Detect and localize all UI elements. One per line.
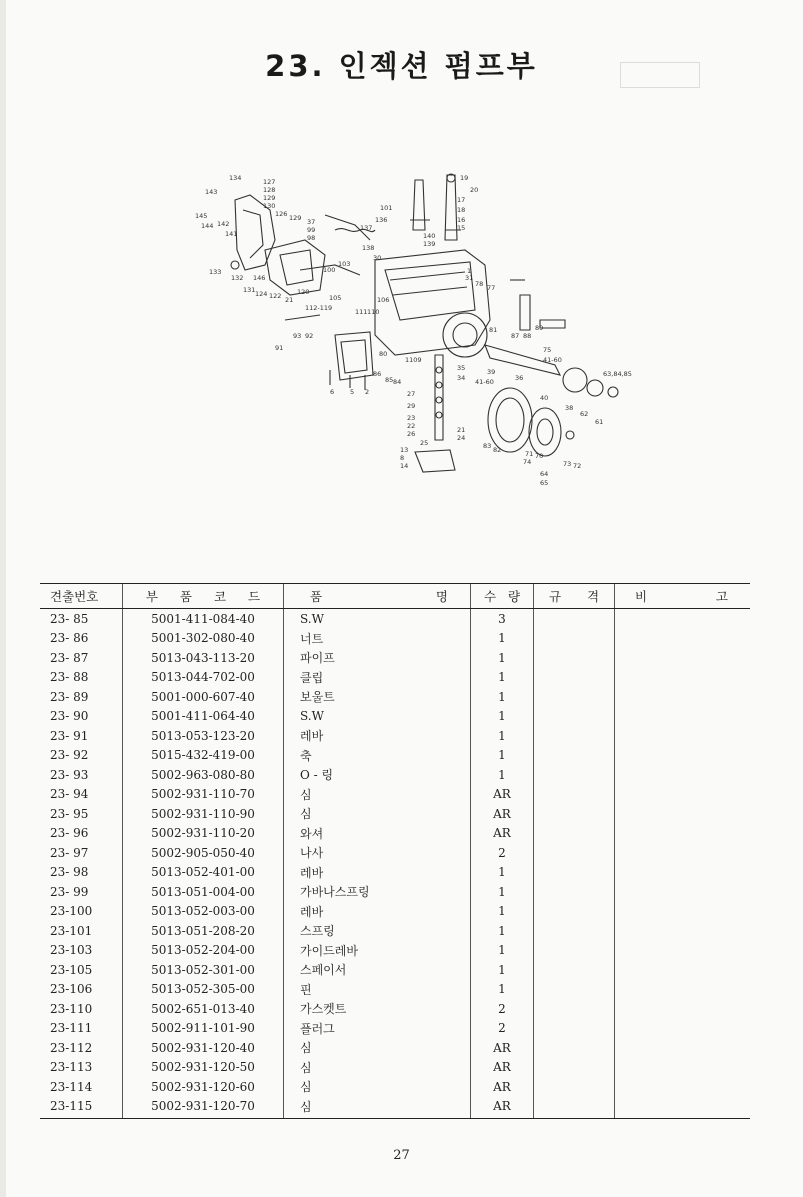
svg-text:70: 70 bbox=[535, 452, 544, 460]
remark-cell bbox=[615, 707, 751, 727]
svg-text:89: 89 bbox=[535, 324, 544, 332]
part-name-cell: 심 bbox=[284, 804, 471, 824]
part-code-cell: 5013-052-305-00 bbox=[123, 980, 284, 1000]
svg-text:127: 127 bbox=[263, 178, 276, 186]
svg-text:139: 139 bbox=[423, 240, 436, 248]
svg-text:19: 19 bbox=[460, 174, 469, 182]
svg-text:61: 61 bbox=[595, 418, 604, 426]
part-code-cell: 5002-931-110-90 bbox=[123, 804, 284, 824]
part-code-cell: 5001-411-064-40 bbox=[123, 707, 284, 727]
remark-cell bbox=[615, 1019, 751, 1039]
quantity-cell: 2 bbox=[471, 843, 534, 863]
svg-text:83: 83 bbox=[483, 442, 492, 450]
part-number-cell: 23-105 bbox=[50, 962, 93, 977]
page-edge bbox=[0, 0, 6, 1197]
table-row bbox=[40, 707, 750, 727]
parts-table bbox=[40, 583, 750, 1119]
part-number-cell: 23- 89 bbox=[50, 689, 89, 704]
svg-text:143: 143 bbox=[205, 188, 218, 196]
svg-text:22: 22 bbox=[407, 422, 416, 430]
remark-cell bbox=[615, 765, 751, 785]
spec-cell bbox=[534, 941, 615, 961]
quantity-cell: 1 bbox=[471, 921, 534, 941]
header-code-label: 부 품 코 드 bbox=[145, 589, 261, 604]
svg-text:100: 100 bbox=[323, 266, 336, 274]
part-number-cell: 23- 87 bbox=[50, 650, 89, 665]
part-code-cell: 5002-911-101-90 bbox=[123, 1019, 284, 1039]
table-row bbox=[40, 941, 750, 961]
faded-stamp bbox=[620, 62, 700, 88]
svg-text:145: 145 bbox=[195, 212, 208, 220]
svg-text:31: 31 bbox=[465, 274, 474, 282]
svg-text:146: 146 bbox=[253, 274, 266, 282]
svg-text:16: 16 bbox=[457, 216, 466, 224]
svg-text:25: 25 bbox=[420, 439, 429, 447]
table-row bbox=[40, 843, 750, 863]
table-row bbox=[40, 765, 750, 785]
svg-text:88: 88 bbox=[523, 332, 532, 340]
part-name-cell: 너트 bbox=[284, 629, 471, 649]
svg-text:86: 86 bbox=[373, 370, 382, 378]
svg-text:137: 137 bbox=[360, 224, 373, 232]
svg-text:23: 23 bbox=[407, 414, 416, 422]
part-code-cell: 5002-931-110-20 bbox=[123, 824, 284, 844]
svg-text:124: 124 bbox=[255, 290, 268, 298]
spec-cell bbox=[534, 882, 615, 902]
remark-cell bbox=[615, 1077, 751, 1097]
svg-text:129: 129 bbox=[263, 194, 276, 202]
part-number-cell: 23- 86 bbox=[50, 631, 89, 646]
quantity-cell: AR bbox=[471, 1077, 534, 1097]
svg-text:110: 110 bbox=[367, 308, 380, 316]
part-code-cell: 5001-302-080-40 bbox=[123, 629, 284, 649]
header-spec bbox=[534, 584, 615, 609]
svg-text:39: 39 bbox=[487, 368, 496, 376]
quantity-cell: AR bbox=[471, 1038, 534, 1058]
header-remark-left: 비 bbox=[635, 589, 648, 604]
svg-text:85: 85 bbox=[385, 376, 394, 384]
svg-text:129: 129 bbox=[289, 214, 302, 222]
svg-text:62: 62 bbox=[580, 410, 589, 418]
part-code-cell: 5013-053-123-20 bbox=[123, 726, 284, 746]
remark-cell bbox=[615, 746, 751, 766]
svg-text:37: 37 bbox=[307, 218, 316, 226]
svg-text:26: 26 bbox=[407, 430, 416, 438]
quantity-cell: 2 bbox=[471, 999, 534, 1019]
quantity-cell: AR bbox=[471, 1097, 534, 1119]
spec-cell bbox=[534, 1038, 615, 1058]
svg-text:1109: 1109 bbox=[405, 356, 422, 364]
part-code-cell: 5001-000-607-40 bbox=[123, 687, 284, 707]
header-name-right: 명 bbox=[435, 589, 448, 604]
spec-cell bbox=[534, 746, 615, 766]
part-code-cell: 5013-051-208-20 bbox=[123, 921, 284, 941]
quantity-cell: 1 bbox=[471, 629, 534, 649]
part-name-cell: 보울트 bbox=[284, 687, 471, 707]
header-remark bbox=[615, 584, 751, 609]
svg-text:6: 6 bbox=[330, 388, 335, 396]
svg-text:8: 8 bbox=[400, 454, 405, 462]
part-code-cell: 5001-411-084-40 bbox=[123, 609, 284, 629]
part-number-cell: 23- 99 bbox=[50, 884, 89, 899]
svg-text:72: 72 bbox=[573, 462, 582, 470]
spec-cell bbox=[534, 1058, 615, 1078]
svg-text:65: 65 bbox=[540, 479, 549, 487]
svg-text:99: 99 bbox=[307, 226, 316, 234]
table-row bbox=[40, 1019, 750, 1039]
part-number-cell: 23- 95 bbox=[50, 806, 89, 821]
svg-text:103: 103 bbox=[338, 260, 351, 268]
part-number-cell: 23-101 bbox=[50, 923, 93, 938]
svg-text:131: 131 bbox=[243, 286, 256, 294]
svg-text:78: 78 bbox=[475, 280, 484, 288]
svg-text:36: 36 bbox=[515, 374, 524, 382]
part-name-cell: 핀 bbox=[284, 980, 471, 1000]
spec-cell bbox=[534, 804, 615, 824]
svg-text:73: 73 bbox=[563, 460, 572, 468]
remark-cell bbox=[615, 629, 751, 649]
quantity-cell: 1 bbox=[471, 882, 534, 902]
part-name-cell: 심 bbox=[284, 785, 471, 805]
remark-cell bbox=[615, 960, 751, 980]
table-row bbox=[40, 921, 750, 941]
remark-cell bbox=[615, 941, 751, 961]
part-name-cell: 심 bbox=[284, 1077, 471, 1097]
part-number-cell: 23- 88 bbox=[50, 670, 89, 685]
remark-cell bbox=[615, 863, 751, 883]
table-row bbox=[40, 785, 750, 805]
svg-text:98: 98 bbox=[307, 234, 316, 242]
svg-text:74: 74 bbox=[523, 458, 532, 466]
svg-text:134: 134 bbox=[229, 174, 242, 182]
quantity-cell: 1 bbox=[471, 746, 534, 766]
table-row bbox=[40, 1038, 750, 1058]
spec-cell bbox=[534, 980, 615, 1000]
svg-text:101: 101 bbox=[380, 204, 393, 212]
remark-cell bbox=[615, 804, 751, 824]
part-code-cell: 5002-931-110-70 bbox=[123, 785, 284, 805]
svg-text:84: 84 bbox=[393, 378, 402, 386]
table-row bbox=[40, 902, 750, 922]
quantity-cell: AR bbox=[471, 785, 534, 805]
svg-text:140: 140 bbox=[423, 232, 436, 240]
table-row bbox=[40, 960, 750, 980]
part-number-cell: 23- 98 bbox=[50, 865, 89, 880]
part-number-cell: 23-103 bbox=[50, 943, 93, 958]
svg-text:2: 2 bbox=[365, 388, 370, 396]
spec-cell bbox=[534, 726, 615, 746]
remark-cell bbox=[615, 921, 751, 941]
page-number: 27 bbox=[393, 1148, 410, 1163]
table-row bbox=[40, 687, 750, 707]
svg-text:71: 71 bbox=[525, 450, 534, 458]
part-code-cell: 5002-963-080-80 bbox=[123, 765, 284, 785]
header-qty-label: 수 량 bbox=[483, 589, 521, 604]
part-code-cell: 5013-044-702-00 bbox=[123, 668, 284, 688]
quantity-cell: 1 bbox=[471, 863, 534, 883]
part-code-cell: 5002-931-120-40 bbox=[123, 1038, 284, 1058]
part-number-cell: 23- 90 bbox=[50, 709, 89, 724]
quantity-cell: 1 bbox=[471, 902, 534, 922]
svg-text:120: 120 bbox=[297, 288, 310, 296]
svg-text:91: 91 bbox=[275, 344, 284, 352]
part-name-cell: 축 bbox=[284, 746, 471, 766]
part-name-cell: 파이프 bbox=[284, 648, 471, 668]
part-name-cell: S.W bbox=[284, 707, 471, 727]
header-remark-right: 고 bbox=[715, 589, 728, 604]
part-code-cell: 5013-052-204-00 bbox=[123, 941, 284, 961]
quantity-cell: 1 bbox=[471, 765, 534, 785]
part-name-cell: S.W bbox=[284, 609, 471, 629]
part-name-cell: 가스켓트 bbox=[284, 999, 471, 1019]
svg-text:111: 111 bbox=[355, 308, 368, 316]
part-name-cell: 클립 bbox=[284, 668, 471, 688]
spec-cell bbox=[534, 999, 615, 1019]
svg-text:87: 87 bbox=[511, 332, 520, 340]
svg-text:34: 34 bbox=[457, 374, 466, 382]
part-name-cell: O - 링 bbox=[284, 765, 471, 785]
part-code-cell: 5015-432-419-00 bbox=[123, 746, 284, 766]
svg-text:122: 122 bbox=[269, 292, 282, 300]
part-code-cell: 5002-931-120-50 bbox=[123, 1058, 284, 1078]
part-number-cell: 23-114 bbox=[50, 1079, 93, 1094]
svg-text:106: 106 bbox=[377, 296, 390, 304]
spec-cell bbox=[534, 687, 615, 707]
svg-text:17: 17 bbox=[457, 196, 466, 204]
part-number-cell: 23- 91 bbox=[50, 728, 89, 743]
table-row bbox=[40, 648, 750, 668]
quantity-cell: 1 bbox=[471, 687, 534, 707]
part-number-cell: 23- 92 bbox=[50, 748, 89, 763]
spec-cell bbox=[534, 960, 615, 980]
svg-text:29: 29 bbox=[407, 402, 416, 410]
svg-text:136: 136 bbox=[375, 216, 388, 224]
spec-cell bbox=[534, 785, 615, 805]
svg-text:40: 40 bbox=[540, 394, 549, 402]
svg-text:92: 92 bbox=[305, 332, 314, 340]
part-number-cell: 23-115 bbox=[40, 1097, 123, 1119]
spec-cell bbox=[534, 668, 615, 688]
table-row bbox=[40, 804, 750, 824]
svg-text:1: 1 bbox=[467, 267, 472, 275]
part-name-cell: 심 bbox=[284, 1038, 471, 1058]
part-number-cell: 23- 93 bbox=[50, 767, 89, 782]
part-number-cell: 23-112 bbox=[50, 1040, 93, 1055]
header-no: 견출번호 bbox=[40, 584, 123, 609]
part-name-cell: 나사 bbox=[284, 843, 471, 863]
quantity-cell: 1 bbox=[471, 960, 534, 980]
table-row bbox=[40, 980, 750, 1000]
svg-text:128: 128 bbox=[263, 186, 276, 194]
table-row bbox=[40, 1077, 750, 1097]
svg-text:41-60: 41-60 bbox=[543, 356, 562, 364]
remark-cell bbox=[615, 1058, 751, 1078]
table-row bbox=[40, 1097, 750, 1119]
svg-text:30: 30 bbox=[373, 254, 382, 262]
svg-text:141: 141 bbox=[225, 230, 238, 238]
part-code-cell: 5013-052-301-00 bbox=[123, 960, 284, 980]
spec-cell bbox=[534, 863, 615, 883]
part-code-cell: 5013-052-003-00 bbox=[123, 902, 284, 922]
table-row bbox=[40, 726, 750, 746]
spec-cell bbox=[534, 648, 615, 668]
part-name-cell: 레바 bbox=[284, 863, 471, 883]
part-number-cell: 23- 94 bbox=[50, 787, 89, 802]
part-name-cell: 스프링 bbox=[284, 921, 471, 941]
svg-text:142: 142 bbox=[217, 220, 230, 228]
svg-text:93: 93 bbox=[293, 332, 302, 340]
part-name-cell: 가이드레바 bbox=[284, 941, 471, 961]
part-code-cell: 5013-052-401-00 bbox=[123, 863, 284, 883]
svg-text:38: 38 bbox=[565, 404, 574, 412]
spec-cell bbox=[534, 1077, 615, 1097]
part-name-cell: 가바나스프링 bbox=[284, 882, 471, 902]
remark-cell bbox=[615, 726, 751, 746]
part-code-cell: 5002-905-050-40 bbox=[123, 843, 284, 863]
part-number-cell: 23-106 bbox=[50, 982, 93, 997]
part-number-cell: 23- 96 bbox=[50, 826, 89, 841]
remark-cell bbox=[615, 1038, 751, 1058]
svg-text:133: 133 bbox=[209, 268, 222, 276]
quantity-cell: AR bbox=[471, 824, 534, 844]
remark-cell bbox=[615, 902, 751, 922]
quantity-cell: 1 bbox=[471, 941, 534, 961]
svg-text:20: 20 bbox=[470, 186, 479, 194]
quantity-cell: 1 bbox=[471, 668, 534, 688]
table-row bbox=[40, 824, 750, 844]
remark-cell bbox=[615, 999, 751, 1019]
part-name-cell: 플러그 bbox=[284, 1019, 471, 1039]
spec-cell bbox=[534, 1019, 615, 1039]
svg-text:24: 24 bbox=[457, 434, 466, 442]
svg-text:81: 81 bbox=[489, 326, 498, 334]
quantity-cell: 1 bbox=[471, 726, 534, 746]
quantity-cell: 2 bbox=[471, 1019, 534, 1039]
header-qty bbox=[471, 584, 534, 609]
table-row bbox=[40, 629, 750, 649]
part-name-cell: 레바 bbox=[284, 902, 471, 922]
svg-text:130: 130 bbox=[263, 202, 276, 210]
table-row bbox=[40, 746, 750, 766]
remark-cell bbox=[615, 843, 751, 863]
spec-cell bbox=[534, 609, 615, 629]
quantity-cell: 1 bbox=[471, 648, 534, 668]
remark-cell bbox=[615, 1097, 751, 1119]
spec-cell bbox=[534, 843, 615, 863]
svg-text:27: 27 bbox=[407, 390, 416, 398]
svg-text:41-60: 41-60 bbox=[475, 378, 494, 386]
part-name-cell: 스페이서 bbox=[284, 960, 471, 980]
table-row bbox=[40, 668, 750, 688]
quantity-cell: AR bbox=[471, 804, 534, 824]
remark-cell bbox=[615, 824, 751, 844]
header-spec-label: 규 격 bbox=[548, 589, 600, 604]
part-number-cell: 23-113 bbox=[50, 1060, 93, 1075]
part-code-cell: 5002-931-120-70 bbox=[123, 1097, 284, 1119]
svg-text:21: 21 bbox=[285, 296, 294, 304]
table-header-row bbox=[40, 584, 750, 609]
spec-cell bbox=[534, 902, 615, 922]
part-name-cell: 레바 bbox=[284, 726, 471, 746]
quantity-cell: 1 bbox=[471, 980, 534, 1000]
svg-text:80: 80 bbox=[379, 350, 388, 358]
spec-cell bbox=[534, 1097, 615, 1119]
svg-text:5: 5 bbox=[350, 388, 355, 396]
part-number-cell: 23- 85 bbox=[50, 611, 89, 626]
svg-text:112-119: 112-119 bbox=[305, 304, 333, 312]
remark-cell bbox=[615, 609, 751, 629]
part-number-cell: 23- 97 bbox=[50, 845, 89, 860]
quantity-cell: AR bbox=[471, 1058, 534, 1078]
part-number-cell: 23-111 bbox=[50, 1021, 93, 1036]
part-code-cell: 5002-931-120-60 bbox=[123, 1077, 284, 1097]
svg-text:144: 144 bbox=[201, 222, 214, 230]
part-number-cell: 23-110 bbox=[50, 1001, 93, 1016]
header-name bbox=[284, 584, 471, 609]
svg-text:77: 77 bbox=[487, 284, 496, 292]
header-code bbox=[123, 584, 284, 609]
svg-text:14: 14 bbox=[400, 462, 409, 470]
svg-text:63,84,85: 63,84,85 bbox=[603, 370, 632, 378]
svg-text:64: 64 bbox=[540, 470, 549, 478]
part-name-cell: 심 bbox=[284, 1097, 471, 1119]
table-row bbox=[40, 863, 750, 883]
svg-text:105: 105 bbox=[329, 294, 342, 302]
table-row bbox=[40, 999, 750, 1019]
remark-cell bbox=[615, 882, 751, 902]
part-name-cell: 심 bbox=[284, 1058, 471, 1078]
svg-text:132: 132 bbox=[231, 274, 244, 282]
quantity-cell: 3 bbox=[471, 609, 534, 629]
remark-cell bbox=[615, 785, 751, 805]
header-name-left: 품 bbox=[310, 589, 323, 604]
svg-text:126: 126 bbox=[275, 210, 288, 218]
svg-text:138: 138 bbox=[362, 244, 375, 252]
part-number-cell: 23-100 bbox=[50, 904, 93, 919]
svg-text:15: 15 bbox=[457, 224, 466, 232]
svg-text:82: 82 bbox=[493, 446, 502, 454]
spec-cell bbox=[534, 765, 615, 785]
remark-cell bbox=[615, 980, 751, 1000]
parts-table-body bbox=[40, 609, 750, 1119]
remark-cell bbox=[615, 648, 751, 668]
part-code-cell: 5002-651-013-40 bbox=[123, 999, 284, 1019]
svg-text:75: 75 bbox=[543, 346, 552, 354]
spec-cell bbox=[534, 707, 615, 727]
injection-pump-exploded-diagram bbox=[195, 170, 645, 490]
spec-cell bbox=[534, 921, 615, 941]
part-code-cell: 5013-043-113-20 bbox=[123, 648, 284, 668]
page-title: 23. 인젝션 펌프부 bbox=[265, 49, 538, 83]
table-row bbox=[40, 882, 750, 902]
svg-text:21: 21 bbox=[457, 426, 466, 434]
svg-text:35: 35 bbox=[457, 364, 466, 372]
svg-text:18: 18 bbox=[457, 206, 466, 214]
table-row bbox=[40, 609, 750, 629]
remark-cell bbox=[615, 668, 751, 688]
remark-cell bbox=[615, 687, 751, 707]
part-name-cell: 와셔 bbox=[284, 824, 471, 844]
spec-cell bbox=[534, 629, 615, 649]
svg-text:13: 13 bbox=[400, 446, 409, 454]
quantity-cell: 1 bbox=[471, 707, 534, 727]
spec-cell bbox=[534, 824, 615, 844]
part-code-cell: 5013-051-004-00 bbox=[123, 882, 284, 902]
table-row bbox=[40, 1058, 750, 1078]
